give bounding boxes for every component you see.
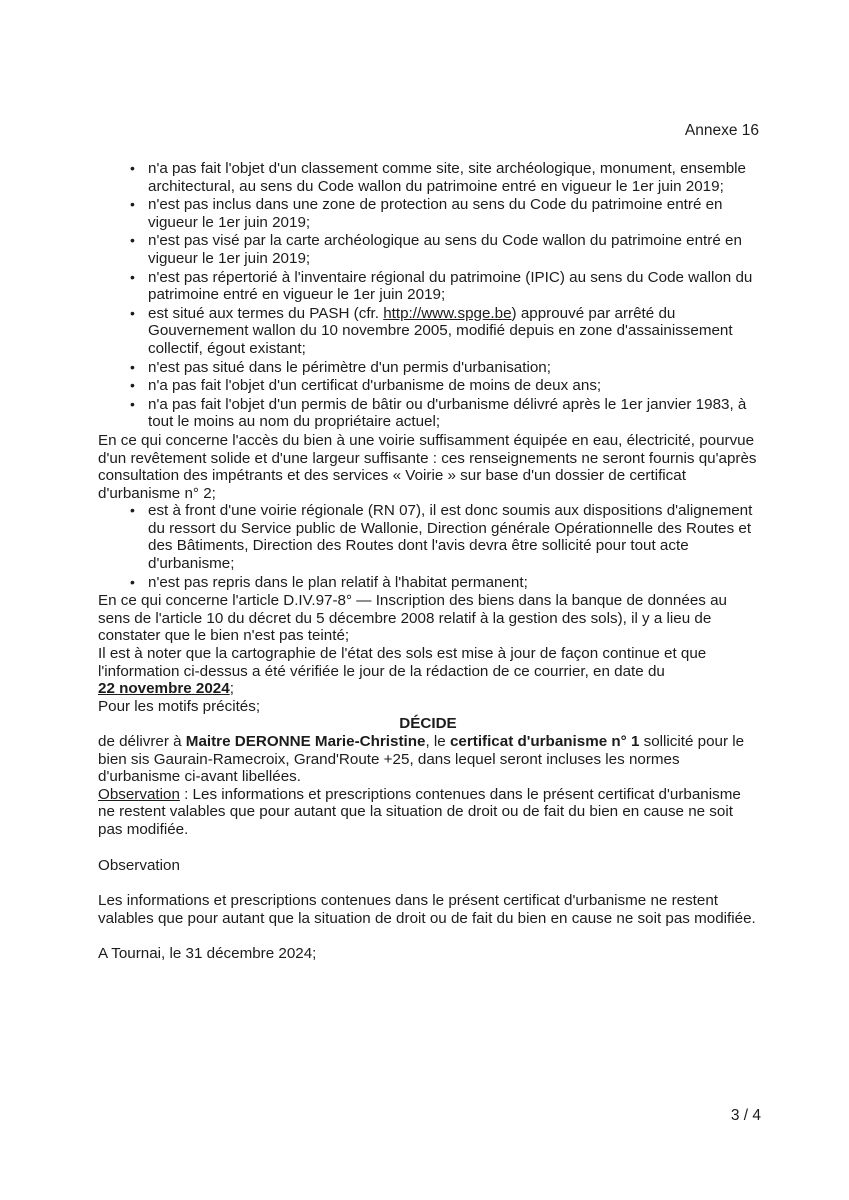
list-item: • n'est pas inclus dans une zone de protection au sens du Code du patrimoine entré en vigueur le 1er juin 2019; xyxy=(98,196,758,231)
cartography-paragraph xyxy=(98,645,758,698)
document-body xyxy=(98,160,758,963)
decision-text-1: de délivrer à xyxy=(98,733,186,750)
motifs-line: Pour les motifs précités; xyxy=(98,697,261,715)
observation-paragraph xyxy=(98,786,758,839)
certificate-type: certificat d'urbanisme n° 1 xyxy=(449,733,640,750)
list-item: • n'a pas fait l'objet d'un permis de bâtir ou d'urbanisme délivré après le 1er janvier 1983, à tout le moins au nom du propriétaire actuel; xyxy=(98,396,758,431)
applicant-name: Maitre DERONNE Marie-Christine xyxy=(185,733,426,750)
list-item: • n'est pas répertorié à l'inventaire régional du patrimoine (IPIC) au sens du Code wallon du patrimoine entré en vigueur le 1er juin 2019; xyxy=(98,269,758,304)
decision-text-3: sollicité pour le bien sis Gaurain-Ramecroix, Grand'Route +25, dans lequel seront incluses les normes d'urbanisme ci-avant libellées. xyxy=(98,733,745,786)
spacer xyxy=(98,927,758,945)
spacer xyxy=(98,839,758,857)
cartography-text: Il est à noter que la cartographie de l'état des sols est mise à jour de façon continue et que l'information ci-dessus a été vérifiée le jour de la rédaction de ce courrier, en date du xyxy=(98,645,707,680)
cartography-end: ; xyxy=(229,680,234,698)
page-number: 3 / 4 xyxy=(730,1107,761,1124)
observation-title: Observation xyxy=(98,856,180,874)
spacer xyxy=(98,874,758,892)
place-date: A Tournai, le 31 décembre 2024; xyxy=(98,945,317,963)
observation-text-block: Les informations et prescriptions contenues dans le présent certificat d'urbanisme ne restent valables que pour autant que la situation de droit ou de fait du bien en cause ne soit pas modifiée. xyxy=(98,892,756,927)
decision-paragraph xyxy=(98,733,758,786)
list-item-pash xyxy=(98,305,758,358)
voirie-paragraph: En ce qui concerne l'accès du bien à une voirie suffisamment équipée en eau, électricité, pourvue d'un revêtement solide et d'une largeur suffisante : ces renseignements ne seront fournis qu'après consultation des impétrants et des services « Voirie » sur base d'un dossier de certificat d'urbanisme n° 2; xyxy=(98,431,757,502)
pash-text-after: ) approuvé par arrêté du Gouvernement wallon du 10 novembre 2005, modifié depuis en zone d'assainissement collectif, égout existant; xyxy=(148,304,733,357)
voirie-bullet-list xyxy=(98,502,758,591)
decision-text-2: , le xyxy=(425,733,450,750)
verification-date: 22 novembre 2024 xyxy=(98,680,230,698)
list-item: • n'a pas fait l'objet d'un certificat d'urbanisme de moins de deux ans; xyxy=(98,377,758,395)
list-item: • n'est pas repris dans le plan relatif à l'habitat permanent; xyxy=(98,574,758,592)
observation-label: Observation xyxy=(98,785,180,803)
heritage-bullet-list xyxy=(98,160,758,431)
list-item: • n'est pas situé dans le périmètre d'un permis d'urbanisation; xyxy=(98,359,758,377)
list-item: • n'a pas fait l'objet d'un classement comme site, site archéologique, monument, ensemble architectural, au sens du Code wallon du patrimoine entré en vigueur le 1er juin 2019; xyxy=(98,160,758,195)
observation-text: : Les informations et prescriptions contenues dans le présent certificat d'urbanisme ne restent valables que pour autant que la situation de droit ou de fait du bien en cause ne soit pas modifiée. xyxy=(98,785,741,838)
list-item: • n'est pas visé par la carte archéologique au sens du Code wallon du patrimoine entré en vigueur le 1er juin 2019; xyxy=(98,232,758,267)
annexe-label: Annexe 16 xyxy=(684,122,759,139)
article-paragraph: En ce qui concerne l'article D.IV.97-8° — Inscription des biens dans la banque de données au sens de l'article 10 du décret du 5 décembre 2008 relatif à la gestion des sols), il y a lieu de constater que le bien n'est pas teinté; xyxy=(98,592,727,645)
spge-link[interactable]: http://www.spge.be xyxy=(383,304,512,322)
pash-text-before: est situé aux termes du PASH (cfr. xyxy=(148,304,384,322)
list-item: • est à front d'une voirie régionale (RN 07), il est donc soumis aux dispositions d'alignement du ressort du Service public de Wallonie, Direction générale Opérationnelle des Routes et des Bâtiments, Direction des Routes dont l'avis devra être sollicité pour tout acte d'urbanisme; xyxy=(98,502,758,572)
decide-heading: DÉCIDE xyxy=(399,715,457,733)
